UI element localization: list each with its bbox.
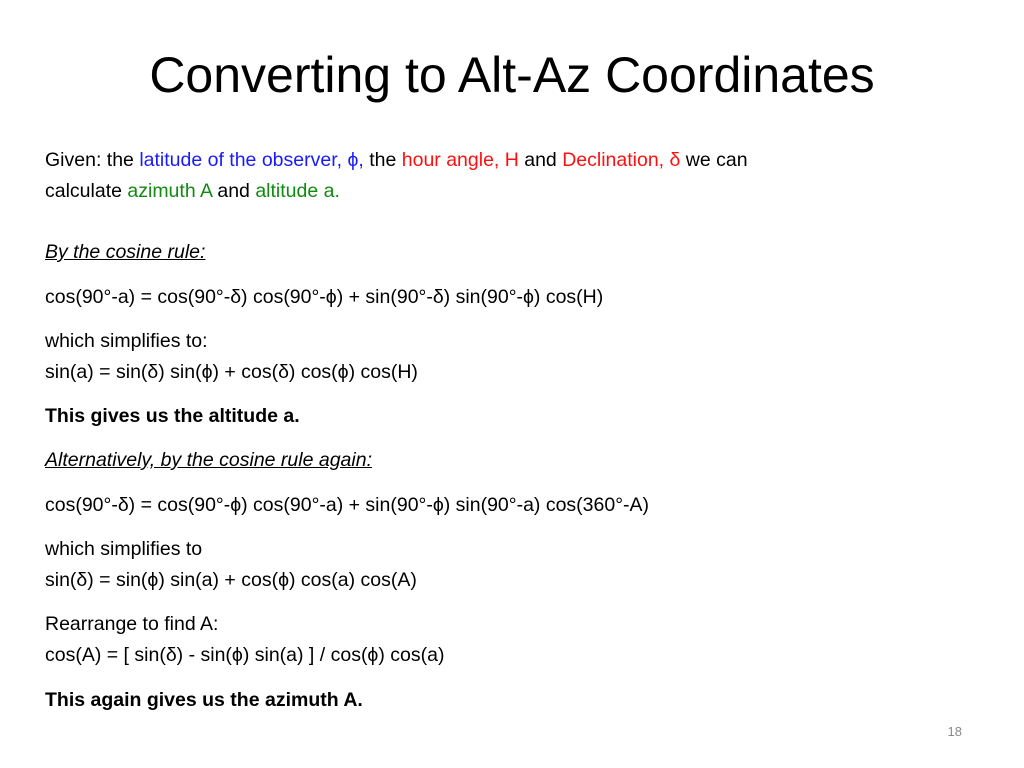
intro-line-2 [45, 176, 340, 207]
intro-calculate: calculate [45, 180, 128, 202]
intro-azimuth: azimuth A [127, 180, 212, 202]
intro-we-can: we can [680, 149, 748, 171]
intro-latitude: latitude of the observer, ϕ, [139, 149, 364, 171]
simplifies-label-2: which simplifies to [45, 538, 203, 560]
equation-3: cos(90°-δ) = cos(90°-ϕ) cos(90°-a) + sin(90°-ϕ) sin(90°-a) cos(360°-A) [45, 494, 649, 516]
simplifies-label-1: which simplifies to: [45, 330, 208, 352]
slide-title: Converting to Alt-Az Coordinates [149, 47, 875, 103]
intro-given: Given: the [45, 149, 140, 171]
altitude-conclusion: This gives us the altitude a. [45, 405, 300, 427]
intro-the: the [363, 149, 402, 171]
cosine-rule-heading: By the cosine rule: [45, 241, 206, 263]
rearrange-label: Rearrange to find A: [45, 613, 219, 635]
intro-line-1 [45, 145, 748, 176]
intro-altitude: altitude a. [255, 180, 340, 202]
slide-number: 18 [947, 724, 962, 739]
intro-declination: Declination, δ [562, 149, 681, 171]
intro-and-2: and [211, 180, 256, 202]
intro-and: and [518, 149, 563, 171]
alternative-heading: Alternatively, by the cosine rule again: [45, 449, 372, 471]
intro-hour-angle: hour angle, H [401, 149, 519, 171]
equation-2: sin(a) = sin(δ) sin(ϕ) + cos(δ) cos(ϕ) cos(H) [45, 361, 418, 383]
equation-5: cos(A) = [ sin(δ) - sin(ϕ) sin(a) ] / cos(ϕ) cos(a) [45, 644, 445, 666]
equation-4: sin(δ) = sin(ϕ) sin(a) + cos(ϕ) cos(a) cos(A) [45, 569, 417, 591]
azimuth-conclusion: This again gives us the azimuth A. [45, 689, 363, 711]
equation-1: cos(90°-a) = cos(90°-δ) cos(90°-ϕ) + sin(90°-δ) sin(90°-ϕ) cos(H) [45, 286, 604, 308]
